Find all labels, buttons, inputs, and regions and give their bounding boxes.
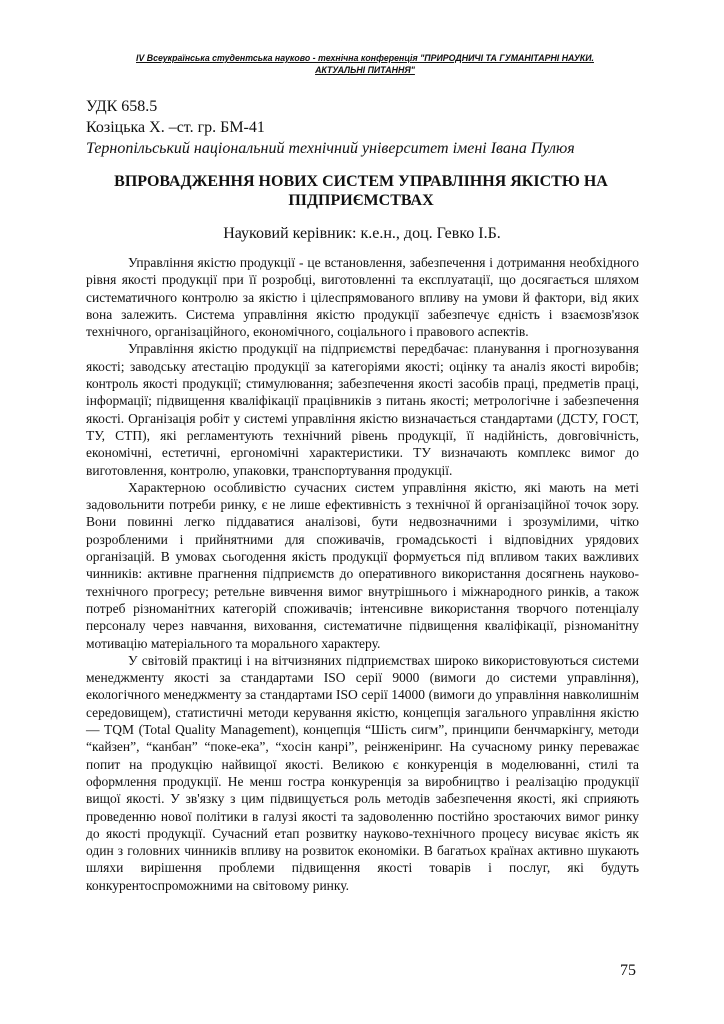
article-meta — [86, 96, 575, 159]
page-number: 75 — [620, 962, 636, 979]
university-line: Тернопільський національний технічний університет імені Івана Пулюя — [86, 140, 575, 157]
paragraph: У світовій практиці і на вітчизняних підприємствах широко використовуються системи менеджменту якості за стандартами ISO серії 9000 (вимоги до системи управління), екологічного менеджменту за стандартами ISO серії 14000 (вимоги до управління навколишнім середовищем), статистичні методи керування якістю, концепція загального управління якістю — TQM (Total Quality Management), концепція “Шість сигм”, принципи бенчмаркінгу, методи “кайзен”, “канбан” “поке-ека”, “хосін канрі”, реінженіринг. На сучасному ринку переважає попит на продукцію найвищої якості. Великою є конкуренція в моделюванні, стилі та оформлення продукції. Не менш гостра конкуренція за виробництво і реалізацію продукції вищої якості. У зв'язку з цим підвищується роль методів забезпечення якості, які сприяють проведенню нової політики в галузі якості та задоволенню постійно зростаючих вимог ринку до якості продукції. Сучасний етап розвитку науково-технічного процесу висуває якість як один з головних чинників впливу на розвиток економіки. В багатьох країнах активно шукають шляхи вирішення проблеми підвищення якості товарів і послуг, які будуть конкурентоспроможними на світовому ринку. — [86, 652, 639, 893]
conference-header — [100, 52, 630, 76]
paragraph: Управління якістю продукції - це встановлення, забезпечення і дотримання необхідного рівня якості продукції при її розробці, виготовленні та експлуатації, що досягається шляхом систематичного контролю за якістю і цілеспрямованого впливу на умови й фактори, від яких вона залежить. Система управління якістю продукції забезпечує єдність і взаємозв'язок технічного, організаційного, економічного, соціального і правового аспектів. — [86, 255, 639, 340]
udk-code: УДК 658.5 — [86, 98, 158, 115]
paragraph: Управління якістю продукції на підприємстві передбачає: планування і прогнозування якості; заводську атестацію продукції за категоріями якості; оцінку та аналіз якості виробів; контроль якості продукції; стимулювання; забезпечення якості засобів праці, предметів праці, інформації; підвищення кваліфікації працівників з питань якості; метрологічне і забезпечення якості. Організація робіт у системі управління якістю визначається стандартами (ДСТУ, ГОСТ, ТУ, СТП), які регламентують технічний рівень продукції, її надійність, довговічність, економічні, естетичні, ергономічні характеристики. ТУ визначають комплекс вимог до виготовлення, контролю, упаковки, транспортування продукції. — [86, 341, 639, 478]
article-body — [86, 254, 639, 894]
article-title — [78, 172, 644, 210]
article-title-line-1: ВПРОВАДЖЕННЯ НОВИХ СИСТЕМ УПРАВЛІННЯ ЯКІСТЮ НА — [114, 173, 608, 190]
conference-header-line-1: IV Всеукраїнська студентська науково - технічна конференція "ПРИРОДНИЧІ ТА ГУМАНІТАРНІ НАУКИ. — [136, 53, 594, 63]
conference-header-line-2: АКТУАЛЬНІ ПИТАННЯ" — [315, 65, 415, 75]
article-title-line-2: ПІДПРИЄМСТВАХ — [288, 192, 434, 209]
author-line: Козіцька Х. –ст. гр. БМ-41 — [86, 119, 265, 136]
paragraph: Характерною особливістю сучасних систем управління якістю, які мають на меті задовольнити потреби ринку, є не лише ефективність з технічної й організаційної точок зору. Вони повинні легко піддаватися аналізові, бути недвозначними і зрозумілими, чітко розробленими і прийнятними для споживачів, громадськості і відповідних урядових організацій. В умовах сьогодення якість продукції формується під впливом таких важливих чинників: активне прагнення підприємств до оперативного використання досягнень науково-технічного прогресу; ретельне вивчення вимог внутрішнього і міжнародного ринків, а також потреб різноманітних категорій споживачів; інтенсивне використання творчого потенціалу персоналу через навчання, виховання, систематичне підвищення кваліфікації, різноманітну мотивацію матеріального та морального характеру. — [86, 479, 639, 651]
supervisor-line: Науковий керівник: к.е.н., доц. Гевко І.Б. — [223, 225, 501, 242]
